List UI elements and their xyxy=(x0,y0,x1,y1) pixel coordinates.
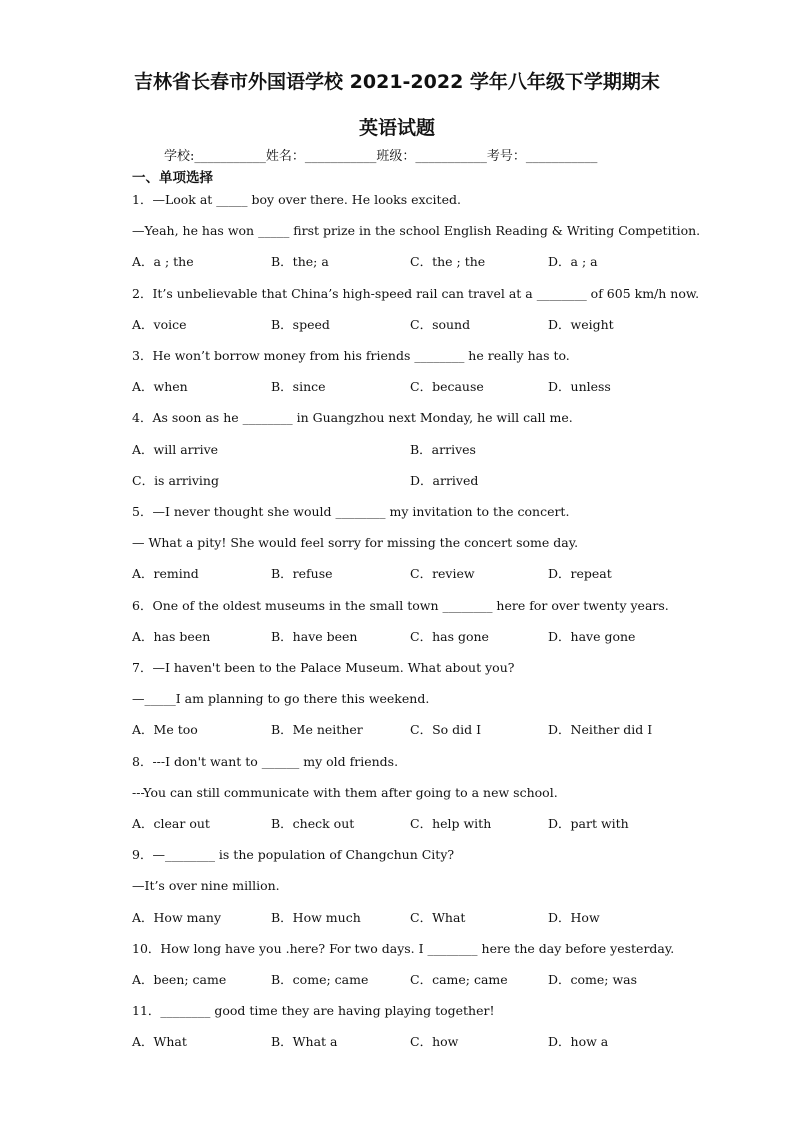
exam-title-line2: 英语试题 xyxy=(358,117,435,139)
answer-option-d[interactable]: D．repeat xyxy=(548,566,612,582)
answer-option-d[interactable]: D．Neither did I xyxy=(548,722,653,738)
answer-option-a[interactable]: A．Me too xyxy=(132,722,198,738)
answer-option-b[interactable]: B．What a xyxy=(271,1034,338,1050)
answer-option-a[interactable]: A．How many xyxy=(132,909,222,925)
answer-option-c[interactable]: C．help with xyxy=(410,816,492,831)
section-title: 一、单项选择 xyxy=(132,170,213,186)
answer-option-a[interactable]: A．clear out xyxy=(132,816,210,831)
answer-option-b[interactable]: B．have been xyxy=(271,628,358,644)
answer-option-a[interactable]: A．been; came xyxy=(132,972,227,987)
question-stem: 9．—________ is the population of Changchun City? xyxy=(132,847,455,863)
answer-option-c[interactable]: C．is arriving xyxy=(132,472,219,488)
answer-option-d[interactable]: D．unless xyxy=(548,379,611,395)
answer-option-a[interactable]: A．has been xyxy=(132,628,211,644)
question-stem: 4．As soon as he ________ in Guangzhou next Monday, he will call me. xyxy=(132,410,573,426)
exam-title-line1: 吉林省长春市外国语学校 2021-2022 学年八年级下学期期末 xyxy=(134,71,660,93)
answer-option-b[interactable]: B．come; came xyxy=(271,972,369,987)
answer-option-c[interactable]: C．how xyxy=(410,1034,459,1050)
question-stem: 2．It’s unbelievable that China’s high-speed rail can travel at a ________ of 605 km/h now. xyxy=(132,285,700,301)
answer-option-b[interactable]: B．since xyxy=(271,379,326,395)
student-info-line: 学校:___________姓名：___________班级：___________考号：___________ xyxy=(164,149,598,164)
question-stem: 10．How long have you .here? For two days. I ________ here the day before yesterday. xyxy=(132,940,675,956)
answer-option-d[interactable]: D．arrived xyxy=(410,472,479,488)
question-stem: 5．—I never thought she would ________ my invitation to the concert. xyxy=(132,504,570,519)
answer-option-d[interactable]: D．weight xyxy=(548,316,614,332)
answer-option-d[interactable]: D．have gone xyxy=(548,628,636,644)
answer-option-c[interactable]: C．the ; the xyxy=(410,254,486,270)
answer-option-c[interactable]: C．because xyxy=(410,379,484,395)
answer-option-c[interactable]: C．What xyxy=(410,909,466,925)
question-dialogue-line: —Yeah, he has won _____ first prize in the school English Reading & Writing Competition. xyxy=(132,223,701,239)
question-stem: 7．—I haven't been to the Palace Museum. What about you? xyxy=(132,660,515,675)
answer-option-b[interactable]: B．refuse xyxy=(271,566,333,582)
answer-option-a[interactable]: A．will arrive xyxy=(132,441,219,457)
question-stem: 6．One of the oldest museums in the small town ________ here for over twenty years. xyxy=(132,597,669,613)
answer-option-a[interactable]: A．voice xyxy=(132,316,187,332)
question-dialogue-line: ---You can still communicate with them after going to a new school. xyxy=(132,784,558,800)
question-stem: 8．---I don't want to ______ my old friends. xyxy=(132,753,399,769)
answer-option-b[interactable]: B．arrives xyxy=(410,441,476,457)
question-stem: 3．He won’t borrow money from his friends ________ he really has to. xyxy=(132,348,570,363)
answer-option-a[interactable]: A．when xyxy=(132,379,188,395)
answer-option-d[interactable]: D．how a xyxy=(548,1034,609,1050)
answer-option-a[interactable]: A．What xyxy=(132,1034,187,1050)
answer-option-d[interactable]: D．part with xyxy=(548,816,629,831)
answer-option-c[interactable]: C．So did I xyxy=(410,722,482,738)
question-dialogue-line: —_____I am planning to go there this weekend. xyxy=(132,691,430,707)
question-stem: 11．________ good time they are having playing together! xyxy=(132,1003,495,1019)
answer-option-b[interactable]: B．the; a xyxy=(271,254,329,270)
answer-option-b[interactable]: B．speed xyxy=(271,316,330,332)
answer-option-d[interactable]: D．How xyxy=(548,909,600,925)
answer-option-c[interactable]: C．review xyxy=(410,566,475,582)
answer-option-b[interactable]: B．Me neither xyxy=(271,722,363,738)
answer-option-a[interactable]: A．a ; the xyxy=(132,254,194,270)
answer-option-a[interactable]: A．remind xyxy=(132,566,199,582)
answer-option-c[interactable]: C．has gone xyxy=(410,628,489,644)
question-stem: 1．—Look at _____ boy over there. He looks excited. xyxy=(132,192,461,207)
answer-option-b[interactable]: B．How much xyxy=(271,909,361,925)
answer-option-c[interactable]: C．came; came xyxy=(410,972,508,987)
answer-option-c[interactable]: C．sound xyxy=(410,316,471,332)
answer-option-d[interactable]: D．come; was xyxy=(548,972,638,987)
answer-option-d[interactable]: D．a ; a xyxy=(548,254,598,270)
question-dialogue-line: —It’s over nine million. xyxy=(132,878,280,894)
question-dialogue-line: — What a pity! She would feel sorry for missing the concert some day. xyxy=(132,535,579,551)
answer-option-b[interactable]: B．check out xyxy=(271,816,355,831)
